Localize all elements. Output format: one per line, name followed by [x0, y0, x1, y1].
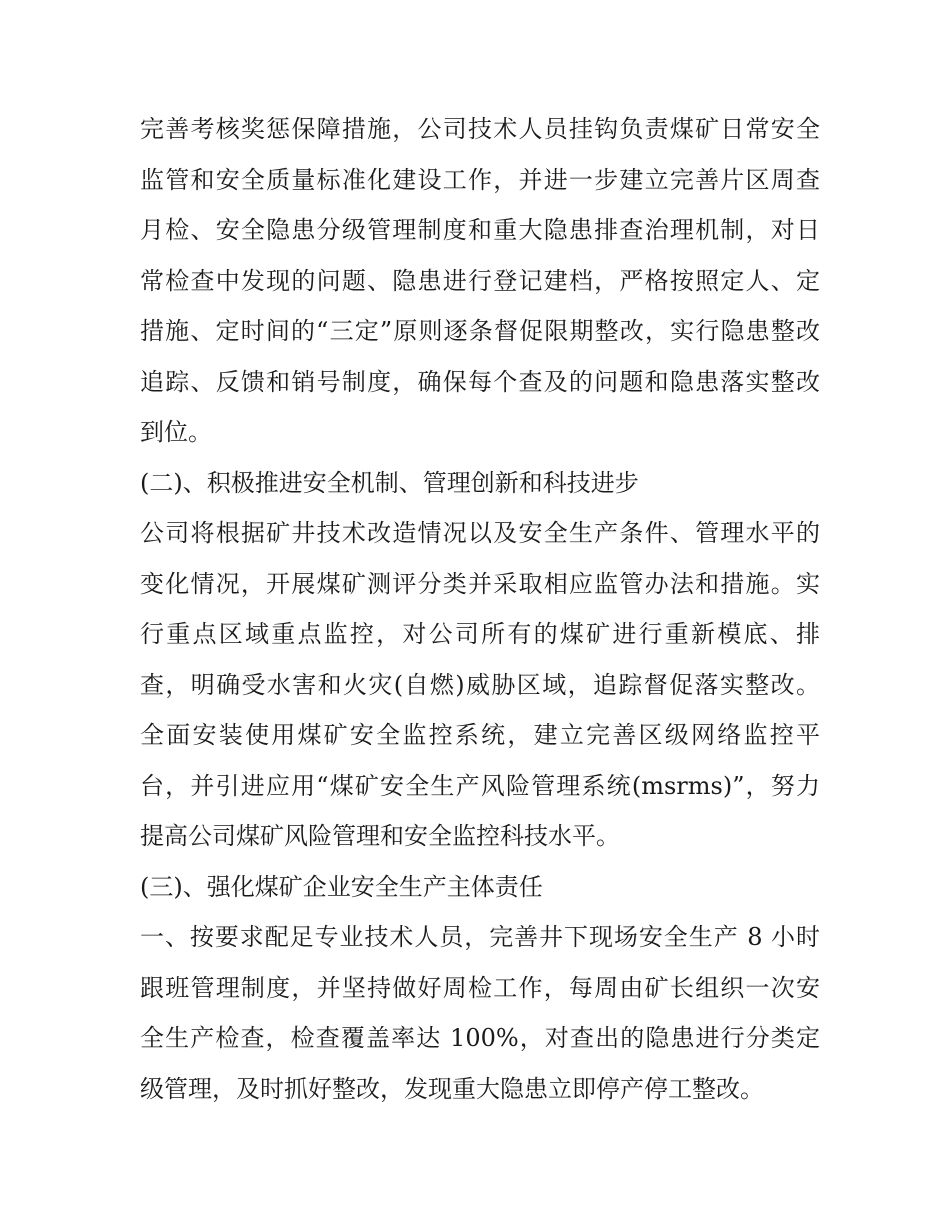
- text-line: 跟班管理制度，并坚持做好周检工作，每周由矿长组织一次安: [140, 973, 820, 1002]
- text-line: 监管和安全质量标准化建设工作，并进一步建立完善片区周查: [140, 165, 820, 194]
- section-heading: (三)、强化煤矿企业安全生产主体责任: [140, 872, 543, 901]
- text-line: 到位。: [140, 418, 212, 446]
- text-line: 变化情况，开展煤矿测评分类并采取相应监管办法和措施。实: [140, 569, 820, 598]
- text-line: 提高公司煤矿风险管理和安全监控科技水平。: [140, 822, 620, 850]
- text-line: 一、按要求配足专业技术人员，完善井下现场安全生产 8 小时: [140, 923, 820, 951]
- text-line: 行重点区域重点监控，对公司所有的煤矿进行重新模底、排: [140, 620, 820, 648]
- text-line: 级管理，及时抓好整改，发现重大隐患立即停产停工整改。: [140, 1074, 764, 1103]
- text-line: 措施、定时间的“三定”原则逐条督促限期整改，实行隐患整改: [140, 317, 820, 345]
- text-line: 完善考核奖惩保障措施，公司技术人员挂钩负责煤矿日常安全: [140, 115, 820, 143]
- text-line: 查，明确受水害和火灾(自燃)威胁区域，追踪督促落实整改。: [140, 670, 820, 699]
- text-line: 月检、安全隐患分级管理制度和重大隐患排查治理机制，对日: [140, 216, 820, 244]
- text-line: 追踪、反馈和销号制度，确保每个查及的问题和隐患落实整改: [140, 367, 820, 396]
- section-heading: (二)、积极推进安全机制、管理创新和科技进步: [140, 468, 639, 497]
- text-line: 全面安装使用煤矿安全监控系统，建立完善区级网络监控平: [140, 721, 820, 749]
- text-line: 台，并引进应用“煤矿安全生产风险管理系统(msrms)”，努力: [140, 771, 820, 800]
- document-body: [140, 104, 820, 1114]
- text-line: 常检查中发现的问题、隐患进行登记建档，严格按照定人、定: [140, 266, 820, 295]
- text-line: 全生产检查，检查覆盖率达 100%，对查出的隐患进行分类定: [140, 1024, 820, 1052]
- text-line: 公司将根据矿井技术改造情况以及安全生产条件、管理水平的: [140, 519, 820, 547]
